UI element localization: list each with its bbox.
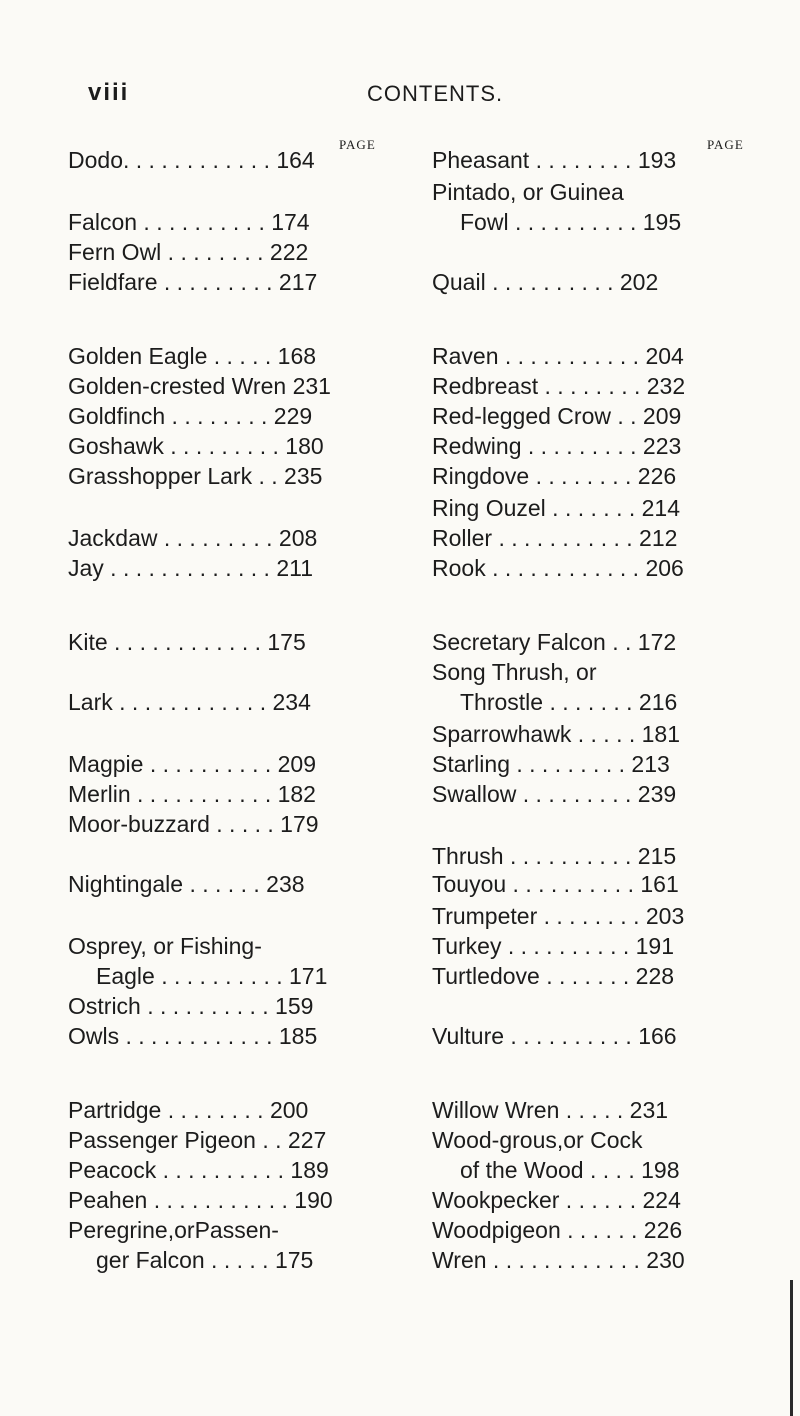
index-entry: Secretary Falcon . . 172 (432, 629, 677, 655)
index-entry: Owls . . . . . . . . . . . . 185 (68, 1023, 318, 1049)
index-entry: Sparrowhawk . . . . . 181 (432, 721, 681, 747)
index-entry: ger Falcon . . . . . 175 (96, 1247, 314, 1273)
index-entry: Trumpeter . . . . . . . . 203 (432, 903, 685, 929)
index-entry: Fern Owl . . . . . . . . 222 (68, 239, 309, 265)
index-entry: Eagle . . . . . . . . . . 171 (96, 963, 328, 989)
index-entry: Redbreast . . . . . . . . 232 (432, 373, 686, 399)
index-entry: Peahen . . . . . . . . . . . 190 (68, 1187, 333, 1213)
index-entry: Merlin . . . . . . . . . . . 182 (68, 781, 316, 807)
index-entry: Pheasant . . . . . . . . 193 (432, 147, 677, 173)
index-entry: Wren . . . . . . . . . . . . 230 (432, 1247, 685, 1273)
index-entry: Kite . . . . . . . . . . . . 175 (68, 629, 306, 655)
index-entry: Rook . . . . . . . . . . . . 206 (432, 555, 684, 581)
index-entry: Fieldfare . . . . . . . . . 217 (68, 269, 318, 295)
left-page-label: PAGE (339, 137, 376, 152)
index-entry: Lark . . . . . . . . . . . . 234 (68, 689, 311, 715)
index-entry: Falcon . . . . . . . . . . 174 (68, 209, 310, 235)
index-entry: Wood-grous,or Cock (432, 1127, 643, 1153)
index-entry: Passenger Pigeon . . 227 (68, 1127, 327, 1153)
index-entry: Willow Wren . . . . . 231 (432, 1097, 669, 1123)
index-entry: Swallow . . . . . . . . . 239 (432, 781, 677, 807)
index-entry: Vulture . . . . . . . . . . 166 (432, 1023, 677, 1049)
index-entry: Quail . . . . . . . . . . 202 (432, 269, 659, 295)
index-entry: Woodpigeon . . . . . . 226 (432, 1217, 683, 1243)
page-number: viii (88, 79, 130, 106)
index-entry: Turtledove . . . . . . . 228 (432, 963, 675, 989)
index-entry: Jay . . . . . . . . . . . . . 211 (68, 555, 313, 581)
page-title: CONTENTS. (367, 81, 504, 106)
index-entry: Fowl . . . . . . . . . . 195 (460, 209, 682, 235)
index-entry: Grasshopper Lark . . 235 (68, 463, 323, 489)
index-entry: Raven . . . . . . . . . . . 204 (432, 343, 684, 369)
index-entry: Magpie . . . . . . . . . . 209 (68, 751, 317, 777)
index-entry: Osprey, or Fishing- (68, 933, 262, 959)
page-edge-line (790, 1280, 793, 1416)
right-page-label: PAGE (707, 137, 744, 152)
index-entry: Golden-crested Wren 231 (68, 373, 331, 399)
index-entry: Golden Eagle . . . . . 168 (68, 343, 317, 369)
index-entry: Red-legged Crow . . 209 (432, 403, 682, 429)
index-entry: Nightingale . . . . . . 238 (68, 871, 305, 897)
index-entry: Pintado, or Guinea (432, 179, 624, 205)
index-entry: Touyou . . . . . . . . . . 161 (432, 871, 679, 897)
index-entry: Redwing . . . . . . . . . 223 (432, 433, 682, 459)
index-entry: Ostrich . . . . . . . . . . 159 (68, 993, 314, 1019)
index-entry: Goldfinch . . . . . . . . 229 (68, 403, 313, 429)
index-entry: Throstle . . . . . . . 216 (460, 689, 678, 715)
index-entry: of the Wood . . . . 198 (460, 1157, 680, 1183)
index-entry: Ringdove . . . . . . . . 226 (432, 463, 677, 489)
index-entry: Dodo. . . . . . . . . . . . 164 (68, 147, 315, 173)
index-entry: Song Thrush, or (432, 659, 597, 685)
index-entry: Goshawk . . . . . . . . . 180 (68, 433, 324, 459)
index-entry: Turkey . . . . . . . . . . 191 (432, 933, 675, 959)
index-entry: Ring Ouzel . . . . . . . 214 (432, 495, 681, 521)
index-entry: Moor-buzzard . . . . . 179 (68, 811, 319, 837)
index-entry: Partridge . . . . . . . . 200 (68, 1097, 309, 1123)
index-entry: Peregrine,orPassen- (68, 1217, 279, 1243)
index-entry: Wookpecker . . . . . . 224 (432, 1187, 681, 1213)
index-entry: Peacock . . . . . . . . . . 189 (68, 1157, 329, 1183)
index-entry: Roller . . . . . . . . . . . 212 (432, 525, 678, 551)
index-entry: Thrush . . . . . . . . . . 215 (432, 843, 677, 869)
index-entry: Starling . . . . . . . . . 213 (432, 751, 670, 777)
index-entry: Jackdaw . . . . . . . . . 208 (68, 525, 318, 551)
